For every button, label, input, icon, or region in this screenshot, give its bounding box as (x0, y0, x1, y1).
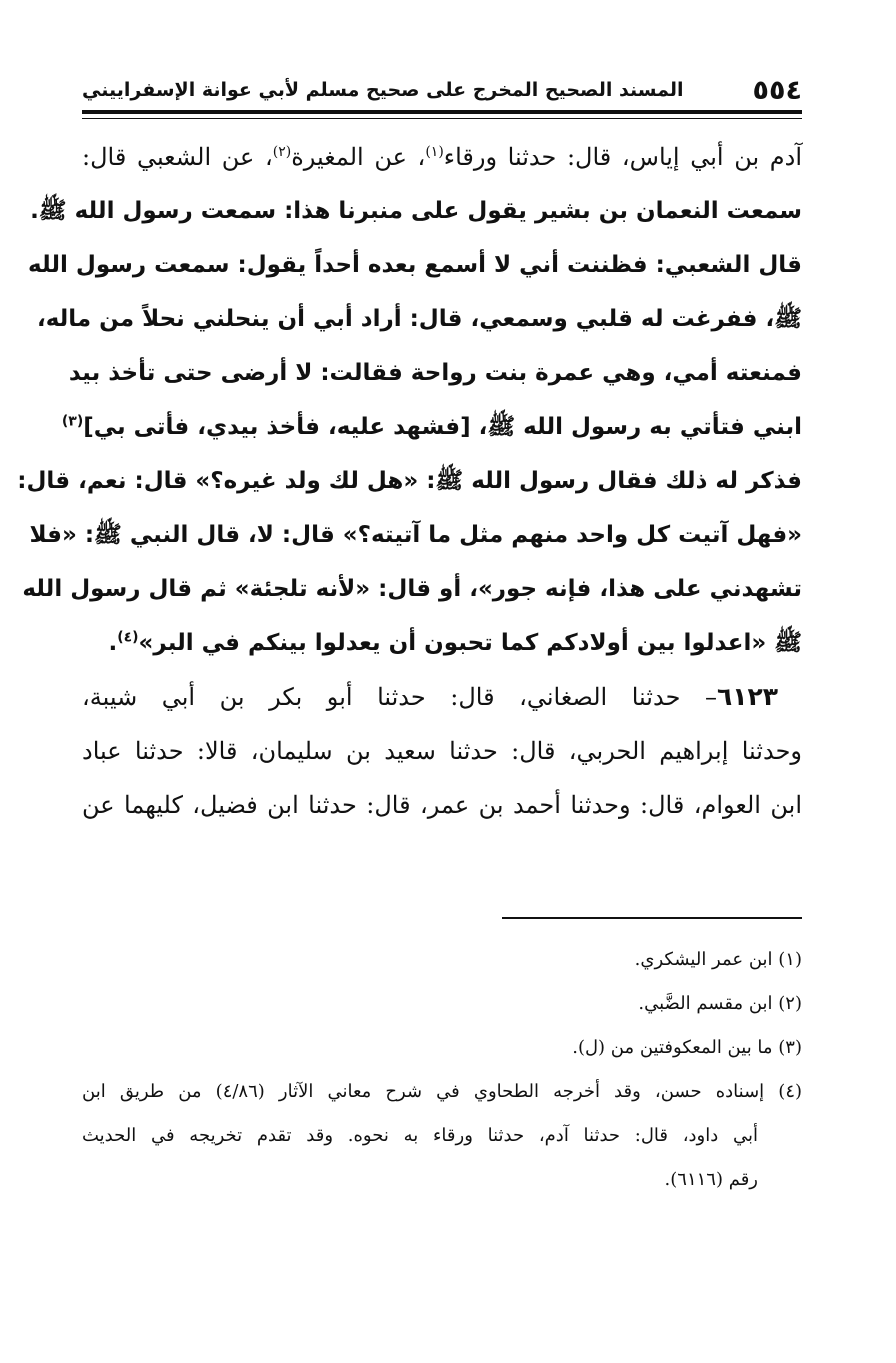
text-line-8: «فهل آتيت كل واحد منهم مثل ما آتيته؟» قال: لا، قال النبي ﷺ: «فلا (29, 522, 802, 548)
footnote-2: (٢) ابن مقسم الضَّبي. (638, 993, 802, 1014)
footnote-separator (502, 917, 802, 919)
text-line-7: فذكر له ذلك فقال رسول الله ﷺ: «هل لك ولد غيره؟» قال: نعم، قال: (17, 468, 802, 494)
footnote-3: (٣) ما بين المعكوفتين من (ل). (572, 1037, 802, 1058)
text-line-13: ابن العوام، قال: وحدثنا أحمد بن عمر، قال: حدثنا ابن فضيل، كليهما عن (82, 791, 802, 819)
text-line-1: آدم بن أبي إياس، قال: حدثنا ورقاء$^{(١)}$، عن المغيرة$^{(٢)}$، عن الشعبي قال: (82, 143, 802, 171)
page-number: ٥٥٤ (752, 74, 802, 106)
text-line-5: فمنعته أمي، وهي عمرة بنت رواحة فقالت: لا أرضى حتى تأخذ بيد (68, 360, 802, 386)
footnote-ref-1: (١) (425, 144, 444, 160)
text-line-10: ﷺ «اعدلوا بين أولادكم كما تحبون أن يعدلوا بينكم في البر»$^{(٤)}$. (108, 629, 802, 656)
header-rule-thin (82, 118, 802, 119)
page-header (82, 70, 802, 110)
header-rule-thick (82, 110, 802, 114)
footnote-4-line-2: أبي داود، قال: حدثنا آدم، حدثنا ورقاء به نحوه. وقد تقدم تخريجه في الحديث (82, 1125, 758, 1146)
text-line-3: قال الشعبي: فظننت أني لا أسمع بعده أحداً يقول: سمعت رسول الله (28, 252, 802, 278)
footnotes (82, 938, 802, 1202)
footnote-4-line-1: (٤) إسناده حسن، وقد أخرجه الطحاوي في شرح معاني الآثار (٤/٨٦) من طريق ابن (82, 1081, 803, 1102)
text-line-2: سمعت النعمان بن بشير يقول على منبرنا هذا: سمعت رسول الله ﷺ. (30, 198, 802, 224)
footnote-4-line-3: رقم (٦١١٦). (664, 1169, 758, 1190)
footnote-ref-2: (٢) (272, 144, 292, 160)
text-line-12: وحدثنا إبراهيم الحربي، قال: حدثنا سعيد بن سليمان، قالا: حدثنا عباد (82, 737, 802, 765)
text-line-9: تشهدني على هذا، فإنه جور»، أو قال: «لأنه تلجئة» ثم قال رسول الله (22, 576, 802, 602)
text-line-4: ﷺ، ففرغت له قلبي وسمعي، قال: أراد أبي أن ينحلني نحلاً من ماله، (36, 306, 802, 332)
footnote-1: (١) ابن عمر اليشكري. (634, 949, 802, 970)
hadith-number: ٦١٢٣ (716, 682, 778, 711)
footnote-ref-4: (٤) (117, 629, 139, 646)
footnote-ref-3: (٣) (61, 413, 84, 430)
main-text (17, 130, 802, 832)
running-title: المسند الصحيح المخرج على صحيح مسلم لأبي عوانة الإسفراييني (82, 79, 684, 101)
text-line-6: ابني فتأتي به رسول الله ﷺ، [فشهد عليه، فأخذ بيدي، فأتى بي]$^{(٣)}$ (61, 413, 802, 440)
text-line-11: ٦١٢٣– حدثنا الصغاني، قال: حدثنا أبو بكر بن أبي شيبة، (82, 682, 778, 711)
